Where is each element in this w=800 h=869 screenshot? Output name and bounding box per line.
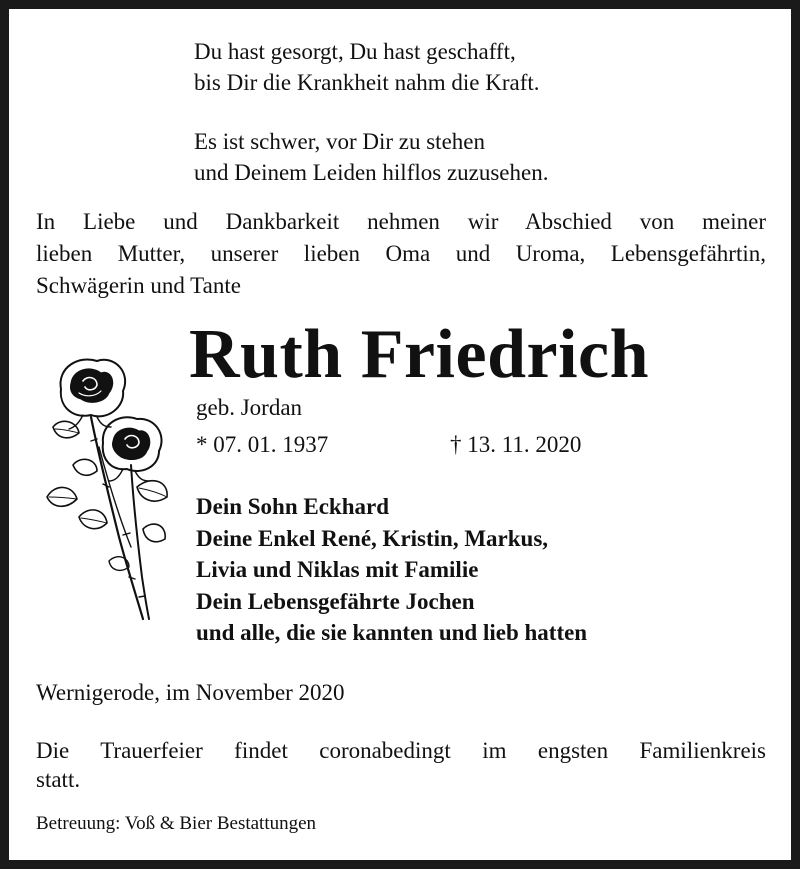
poem-line: Du hast gesorgt, Du hast geschafft, — [194, 39, 516, 64]
mourner-line: Deine Enkel René, Kristin, Markus, — [196, 525, 549, 551]
deceased-name: Ruth Friedrich — [189, 316, 650, 393]
poem-line: bis Dir die Krankheit nahm die Kraft. — [194, 70, 540, 95]
poem-stanza-1 — [194, 36, 540, 98]
intro-line: In Liebe und Dankbarkeit nehmen wir Abschied von meiner — [36, 209, 766, 234]
mourner-line: Livia und Niklas mit Familie — [196, 557, 479, 582]
intro-line: Schwägerin und Tante — [36, 273, 241, 298]
funeral-home: Betreuung: Voß & Bier Bestattungen — [36, 813, 317, 834]
intro-paragraph — [36, 206, 766, 302]
death-date: † 13. 11. 2020 — [450, 432, 582, 457]
ceremony-line: Die Trauerfeier findet coronabedingt im engsten Familienkreis — [36, 738, 766, 763]
poem-line: und Deinem Leiden hilflos zuzusehen. — [194, 160, 549, 185]
ceremony-note — [36, 736, 766, 794]
ceremony-line: statt. — [36, 767, 81, 792]
poem-line: Es ist schwer, vor Dir zu stehen — [194, 129, 485, 154]
poem-stanza-2 — [194, 126, 548, 188]
rose-illustration-icon — [39, 347, 174, 627]
intro-line: lieben Mutter, unserer lieben Oma und Uroma, Lebensgefährtin, — [36, 241, 766, 266]
place-date: Wernigerode, im November 2020 — [36, 680, 345, 705]
mourners-list — [196, 491, 587, 649]
mourner-line: und alle, die sie kannten und lieb hatten — [196, 620, 588, 645]
birth-date: * 07. 01. 1937 — [196, 432, 329, 457]
mourner-line: Dein Sohn Eckhard — [196, 494, 390, 519]
mourner-line: Dein Lebensgefährte Jochen — [196, 588, 475, 614]
birth-name: geb. Jordan — [196, 395, 303, 420]
